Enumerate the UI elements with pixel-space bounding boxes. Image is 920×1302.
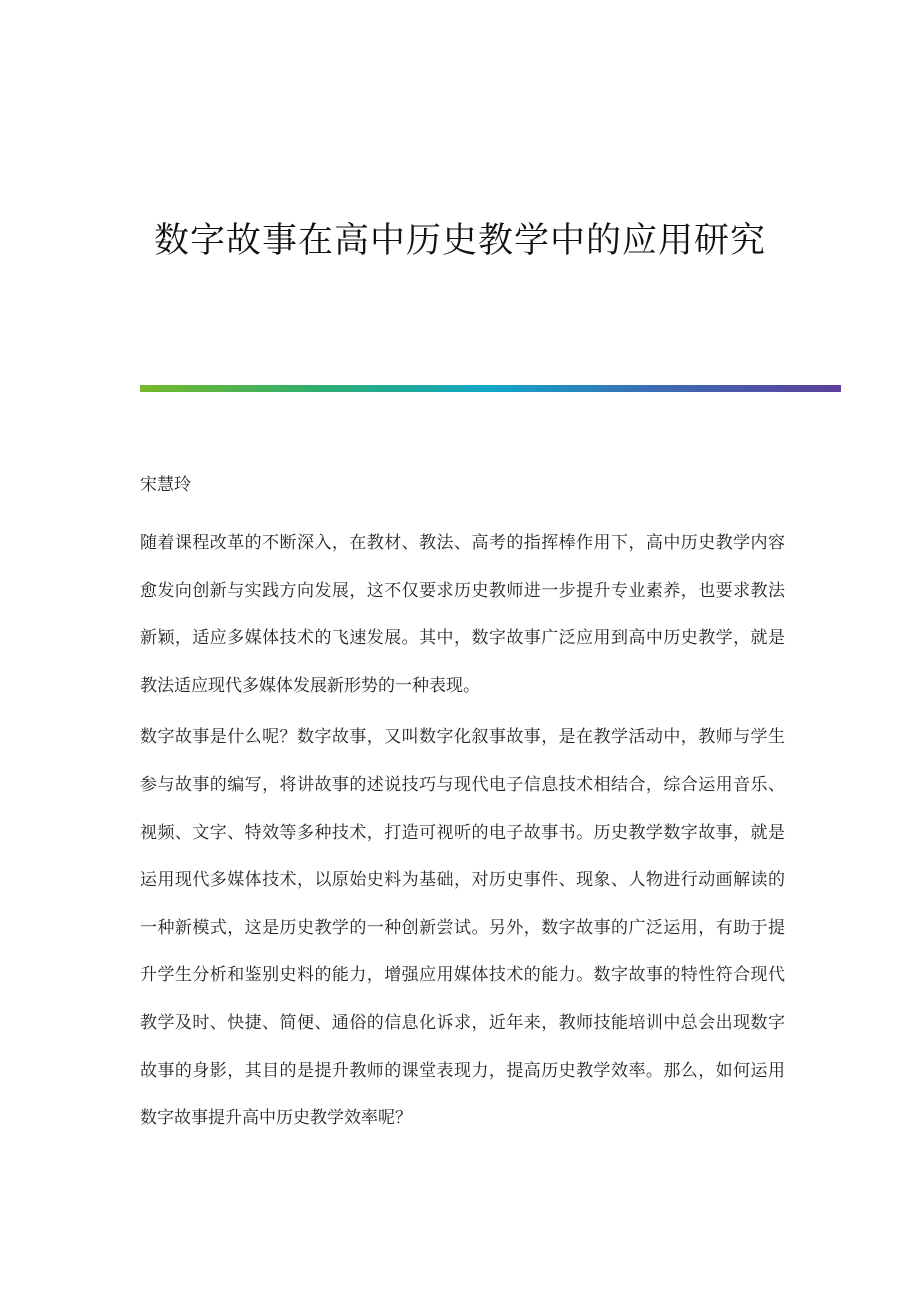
document-body [140, 520, 785, 1147]
paragraph: 数字故事是什么呢？数字故事，又叫数字化叙事故事，是在教学活动中，教师与学生参与故事的编写，将讲故事的述说技巧与现代电子信息技术相结合，综合运用音乐、视频、文字、特效等多种技术，打造可视听的电子故事书。历史教学数字故事，就是运用现代多媒体技术，以原始史料为基础，对历史事件、现象、人物进行动画解读的一种新模式，这是历史教学的一种创新尝试。另外，数字故事的广泛运用，有助于提升学生分析和鉴别史料的能力，增强应用媒体技术的能力。数字故事的特性符合现代教学及时、快捷、简便、通俗的信息化诉求，近年来，教师技能培训中总会出现数字故事的身影，其目的是提升教师的课堂表现力，提高历史教学效率。那么，如何运用数字故事提升高中历史教学效率呢？ [140, 727, 785, 1129]
paragraph: 随着课程改革的不断深入，在教材、教法、高考的指挥棒作用下，高中历史教学内容愈发向创新与实践方向发展，这不仅要求历史教师进一步提升专业素养，也要求教法新颖，适应多媒体技术的飞速发展。其中，数字故事广泛应用到高中历史教学，就是教法适应现代多媒体发展新形势的一种表现。 [140, 533, 785, 696]
document-title: 数字故事在高中历史教学中的应用研究 [153, 221, 766, 261]
title-divider [140, 385, 841, 392]
author-name: 宋慧玲 [140, 475, 191, 495]
